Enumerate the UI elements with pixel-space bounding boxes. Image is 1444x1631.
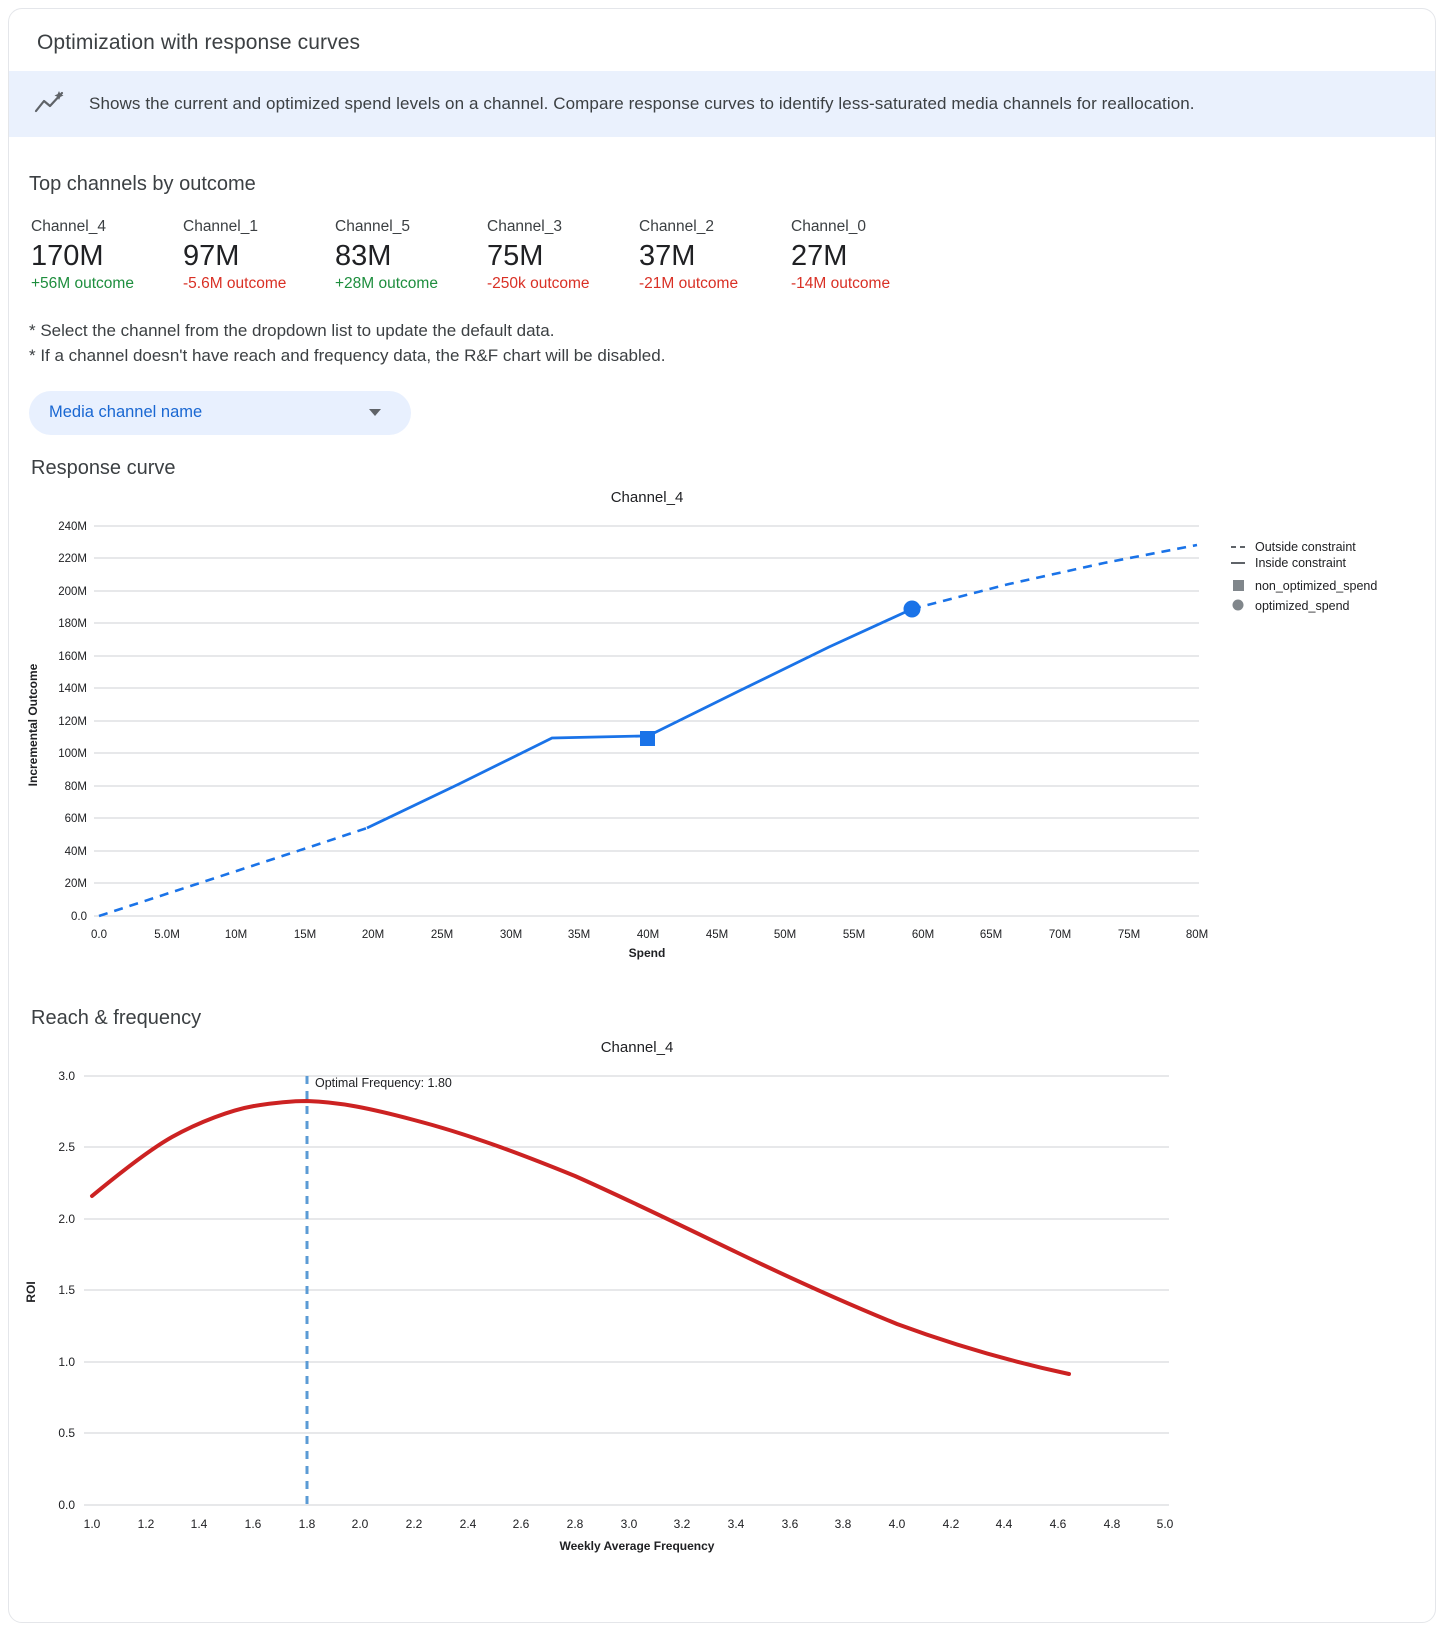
y-tick-label: 40M (64, 845, 87, 858)
kpi-card (183, 218, 335, 293)
kpi-value: 83M (335, 240, 392, 272)
x-tick-label: 55M (842, 928, 866, 941)
x-tick-label: 5.0 (1156, 1516, 1174, 1531)
legend-circle-icon (1233, 599, 1244, 610)
x-tick-label: 3.6 (781, 1516, 799, 1531)
kpi-delta: +28M outcome (335, 275, 438, 293)
series-outside-constraint-upper (912, 545, 1197, 609)
marker-non-optimized-spend[interactable] (640, 731, 655, 746)
reach-frequency-chart[interactable] (9, 1030, 1436, 1570)
y-tick-label: 160M (58, 650, 87, 663)
y-tick-label: 2.5 (58, 1139, 75, 1154)
x-tick-label: 35M (567, 928, 591, 941)
y-tick-label: 3.0 (58, 1068, 75, 1083)
kpi-delta: -21M outcome (639, 275, 739, 293)
kpi-delta: -14M outcome (791, 275, 891, 293)
kpi-channel-name: Channel_1 (183, 218, 258, 235)
y-tick-label: 2.0 (58, 1211, 75, 1226)
x-tick-label: 80M (1185, 928, 1209, 941)
y-tick-label: 240M (58, 520, 87, 533)
legend-label: non_optimized_spend (1255, 578, 1378, 593)
y-tick-label: 0.0 (71, 910, 87, 923)
response-curve-heading: Response curve (31, 456, 176, 479)
optimal-frequency-annotation: Optimal Frequency: 1.80 (315, 1075, 452, 1090)
kpi-delta: -5.6M outcome (183, 275, 287, 293)
kpi-value: 37M (639, 240, 696, 272)
x-tick-label: 3.2 (673, 1516, 691, 1531)
x-tick-label: 45M (705, 928, 729, 941)
chart-title: Channel_4 (610, 488, 684, 506)
x-tick-label: 30M (499, 928, 523, 941)
legend-square-icon (1233, 580, 1244, 591)
kpi-card (791, 218, 943, 293)
page-title: Optimization with response curves (37, 31, 361, 54)
kpi-value: 97M (183, 240, 240, 272)
x-axis-label: Weekly Average Frequency (559, 1538, 715, 1553)
kpi-row (9, 196, 1435, 293)
note-line-2: * If a channel doesn't have reach and frequency data, the R&F chart will be disabled. (29, 346, 666, 366)
y-tick-label: 0.0 (58, 1497, 75, 1512)
chart-title: Channel_4 (600, 1038, 674, 1056)
response-curve-block (9, 435, 1435, 985)
x-tick-label: 2.6 (512, 1516, 530, 1531)
x-tick-label: 15M (293, 928, 317, 941)
info-banner (9, 71, 1435, 137)
x-tick-label: 4.4 (995, 1516, 1013, 1531)
x-tick-label: 1.2 (137, 1516, 155, 1531)
optimization-card (8, 8, 1436, 1623)
series-inside-constraint (367, 609, 912, 828)
x-tick-label: 2.8 (566, 1516, 584, 1531)
kpi-value: 75M (487, 240, 544, 272)
x-tick-label: 4.8 (1103, 1516, 1121, 1531)
reach-frequency-heading: Reach & frequency (31, 1006, 202, 1029)
x-tick-label: 25M (430, 928, 454, 941)
reach-frequency-block (9, 985, 1435, 1575)
x-tick-label: 2.2 (405, 1516, 423, 1531)
kpi-channel-name: Channel_3 (487, 218, 562, 235)
chevron-down-icon (369, 409, 381, 416)
dropdown-label: Media channel name (49, 403, 203, 422)
kpi-card (335, 218, 487, 293)
x-tick-label: 10M (224, 928, 248, 941)
x-tick-label: 60M (911, 928, 935, 941)
kpi-channel-name: Channel_2 (639, 218, 714, 235)
kpi-delta: +56M outcome (31, 275, 134, 293)
x-tick-label: 70M (1048, 928, 1072, 941)
series-roi-curve (92, 1101, 1069, 1374)
x-tick-label: 75M (1117, 928, 1141, 941)
x-tick-label: 1.6 (244, 1516, 262, 1531)
kpi-delta: -250k outcome (487, 275, 590, 293)
series-outside-constraint-lower (99, 828, 367, 916)
y-tick-label: 140M (58, 682, 87, 695)
legend-label: Outside constraint (1255, 539, 1356, 554)
info-banner-text: Shows the current and optimized spend levels on a channel. Compare response curves to identify less-saturated media channels for reallocation. (89, 94, 1195, 113)
top-channels-section (9, 173, 1435, 293)
notes-block (9, 293, 1435, 368)
kpi-channel-name: Channel_0 (791, 218, 866, 235)
y-axis-label: ROI (24, 1281, 38, 1303)
y-tick-label: 180M (58, 617, 87, 630)
y-tick-label: 1.0 (58, 1354, 75, 1369)
chart-legend (1231, 540, 1377, 613)
y-tick-label: 20M (64, 877, 87, 890)
marker-optimized-spend[interactable] (904, 600, 921, 617)
kpi-value: 27M (791, 240, 848, 272)
top-channels-heading: Top channels by outcome (29, 173, 256, 195)
y-tick-label: 80M (64, 780, 87, 793)
kpi-value: 170M (31, 240, 104, 272)
x-tick-label: 2.0 (351, 1516, 369, 1531)
y-axis-label: Incremental Outcome (26, 663, 40, 787)
y-tick-label: 200M (58, 585, 87, 598)
x-tick-label: 4.2 (942, 1516, 960, 1531)
y-tick-label: 120M (58, 715, 87, 728)
media-channel-dropdown[interactable] (29, 391, 411, 435)
kpi-card (639, 218, 791, 293)
y-tick-label: 60M (64, 812, 87, 825)
y-tick-label: 0.5 (58, 1425, 75, 1440)
kpi-channel-name: Channel_4 (31, 218, 106, 235)
legend-label: Inside constraint (1255, 555, 1347, 570)
kpi-card (31, 218, 183, 293)
x-tick-label: 2.4 (459, 1516, 477, 1531)
x-tick-label: 0.0 (91, 928, 107, 941)
x-tick-label: 3.0 (620, 1516, 638, 1531)
y-tick-label: 220M (58, 552, 87, 565)
x-tick-label: 4.0 (888, 1516, 906, 1531)
x-axis-label: Spend (628, 945, 666, 960)
x-tick-label: 40M (636, 928, 660, 941)
note-line-1: * Select the channel from the dropdown list to update the default data. (29, 321, 555, 341)
response-curve-chart[interactable] (9, 480, 1436, 980)
y-tick-label: 1.5 (58, 1282, 75, 1297)
x-tick-label: 20M (361, 928, 385, 941)
x-tick-label: 5.0M (154, 928, 180, 941)
x-tick-label: 3.4 (727, 1516, 745, 1531)
x-tick-label: 50M (773, 928, 797, 941)
kpi-card (487, 218, 639, 293)
x-tick-label: 1.8 (298, 1516, 316, 1531)
y-tick-label: 100M (58, 747, 87, 760)
x-tick-label: 4.6 (1049, 1516, 1067, 1531)
legend-label: optimized_spend (1255, 598, 1350, 613)
trend-sparkle-icon (33, 89, 67, 119)
x-tick-label: 3.8 (834, 1516, 852, 1531)
x-tick-label: 65M (979, 928, 1003, 941)
x-tick-label: 1.0 (83, 1516, 101, 1531)
x-tick-label: 1.4 (190, 1516, 208, 1531)
kpi-channel-name: Channel_5 (335, 218, 410, 235)
